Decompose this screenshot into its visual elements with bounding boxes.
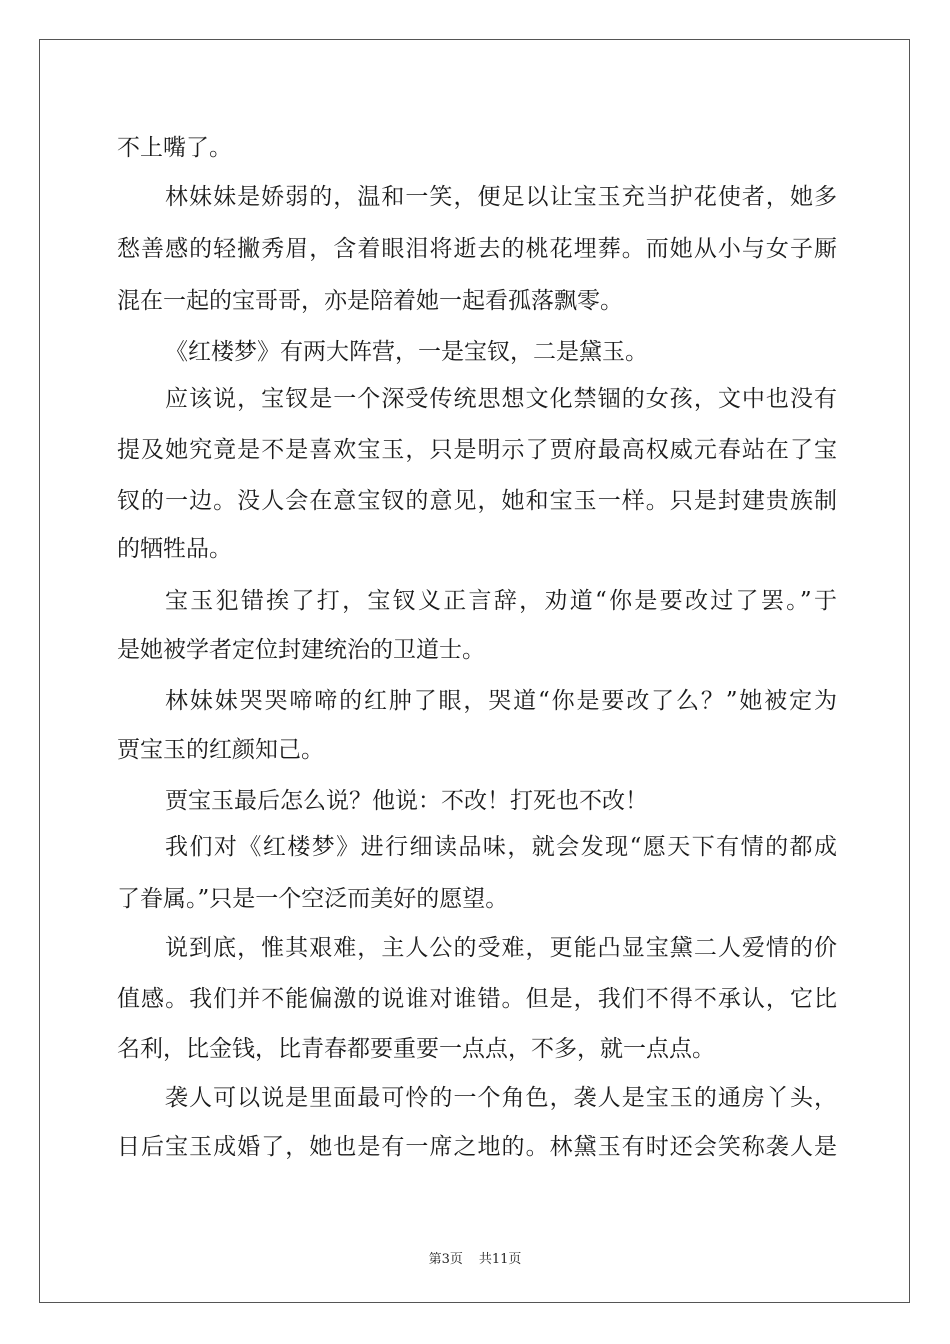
text-line: 不上嘴了。 (117, 135, 232, 161)
page-border (39, 39, 910, 1303)
text-line: 提及她究竟是不是喜欢宝玉，只是明示了贾府最高权威元春站在了宝 (117, 437, 837, 463)
text-line: 的牺牲品。 (117, 536, 232, 562)
text-line: 贾宝玉的红颜知己。 (117, 737, 324, 763)
text-line: 林妹妹哭哭啼啼的红肿了眼，哭道“你是要改了么？”她被定为 (165, 688, 837, 714)
page-total: 共11页 (478, 1252, 522, 1267)
text-line: 林妹妹是娇弱的，温和一笑，便足以让宝玉充当护花使者，她多 (165, 184, 837, 210)
text-line: 袭人可以说是里面最可怜的一个角色，袭人是宝玉的通房丫头， (165, 1085, 837, 1111)
page-number: 第3页 (428, 1252, 463, 1267)
text-line: 值感。我们并不能偏激的说谁对谁错。但是，我们不得不承认，它比 (117, 986, 837, 1012)
text-line: 贾宝玉最后怎么说？他说：不改！打死也不改！ (165, 788, 648, 814)
text-line: 钗的一边。没人会在意宝钗的意见，她和宝玉一样。只是封建贵族制 (117, 488, 837, 514)
text-line: 应该说，宝钗是一个深受传统思想文化禁锢的女孩，文中也没有 (165, 386, 837, 412)
page-footer (0, 1248, 950, 1267)
text-line: 我们对《红楼梦》进行细读品味，就会发现“愿天下有情的都成 (165, 834, 837, 860)
text-line: 了眷属。”只是一个空泛而美好的愿望。 (117, 886, 509, 912)
text-line: 混在一起的宝哥哥，亦是陪着她一起看孤落飘零。 (117, 288, 623, 314)
text-line: 宝玉犯错挨了打，宝钗义正言辞，劝道“你是要改过了罢。”于 (165, 588, 837, 614)
text-line: 是她被学者定位封建统治的卫道士。 (117, 637, 485, 663)
text-line: 说到底，惟其艰难，主人公的受难，更能凸显宝黛二人爱情的价 (165, 935, 837, 961)
text-line: 《红楼梦》有两大阵营，一是宝钗，二是黛玉。 (165, 339, 648, 365)
text-line: 名利，比金钱，比青春都要重要一点点，不多，就一点点。 (117, 1036, 715, 1062)
text-line: 日后宝玉成婚了，她也是有一席之地的。林黛玉有时还会笑称袭人是 (117, 1134, 837, 1160)
text-line: 愁善感的轻撇秀眉，含着眼泪将逝去的桃花埋葬。而她从小与女子厮 (117, 236, 837, 262)
